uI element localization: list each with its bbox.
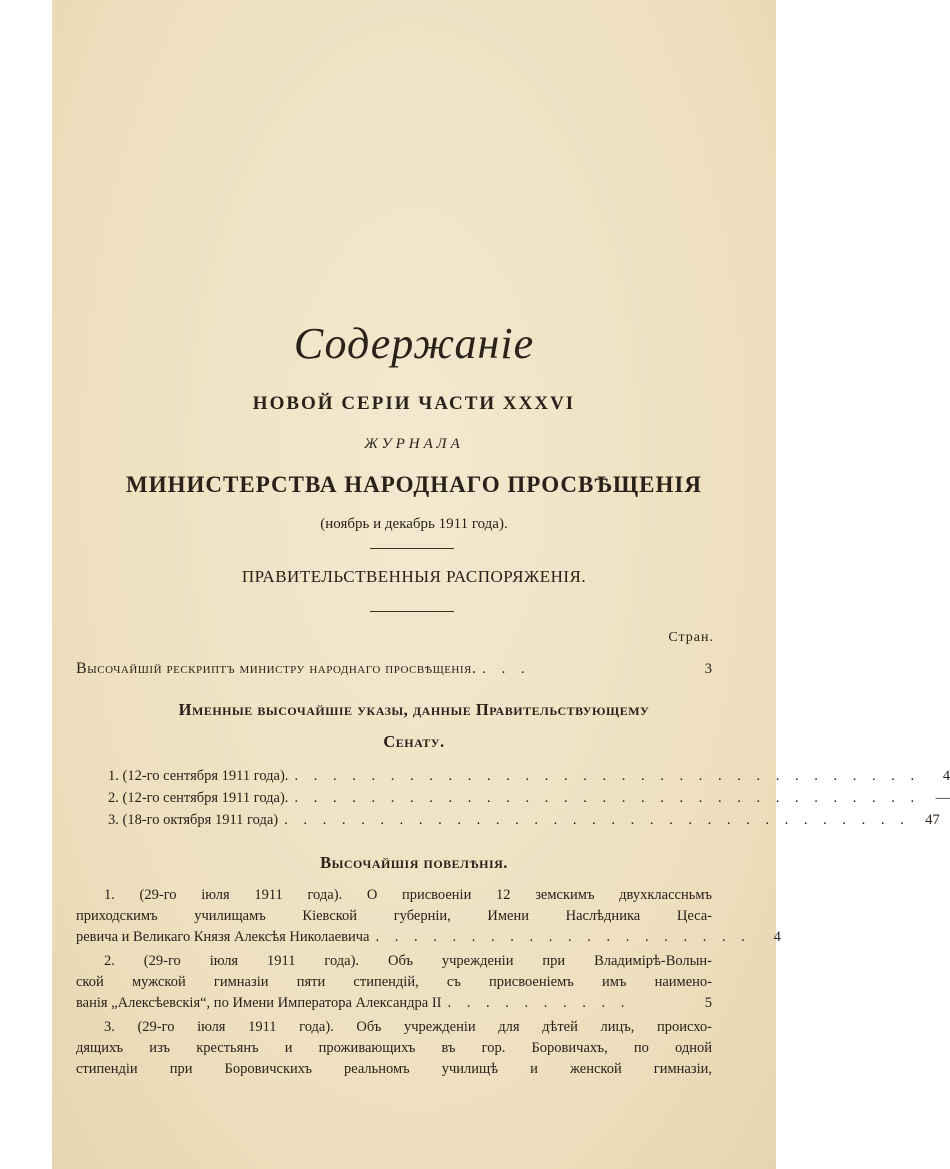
period-label: (ноябрь и декабрь 1911 года). (320, 516, 508, 532)
toc-entry-page: 5 (704, 995, 712, 1011)
section-heading-decrees: Именные высочайшіе указы, данные Правительствующему (178, 700, 650, 719)
toc-entry-page: 4 (773, 929, 781, 945)
toc-entry (108, 768, 950, 785)
page-title: Содержаніе (293, 319, 535, 368)
paragraph-line: ванія „Алексѣевскія“, по Имени Императора Александра II (76, 995, 442, 1011)
toc-entry-text: 2. (12-го сентября 1911 года). (108, 790, 289, 806)
leader-dots: . . . . . . . . . . . . . . . . . . . . . . . . . . . . . . . . . (284, 812, 910, 828)
paragraph-line: дящихъ изъ крестьянъ и проживающихъ въ гор. Боровичахъ, по одной (76, 1040, 712, 1056)
divider-rule (370, 611, 454, 612)
paragraph-line: 1. (29-го іюля 1911 года). О присвоеніи 12 земскимъ двухклассньмъ (104, 887, 712, 903)
leader-dots: . . . (482, 661, 531, 677)
section-title: ПРАВИТЕЛЬСТВЕННЫЯ РАСПОРЯЖЕНІЯ. (241, 567, 587, 586)
paragraph-line: 2. (29-го іюля 1911 года). Объ учрежденіи при Владимірѣ-Волын- (104, 953, 712, 969)
document-page (52, 0, 950, 1169)
toc-entry (108, 812, 940, 829)
paragraph-line: 3. (29-го іюля 1911 года). Объ учрежденіи для дѣтей лицъ, происхо- (104, 1019, 712, 1035)
divider-rule (370, 548, 454, 549)
toc-entry-text: 3. (18-го октября 1911 года) (108, 812, 279, 828)
toc-entry-page: — (935, 790, 950, 806)
paragraph-line: приходскимъ училищамъ Кіевской губерніи, Имени Наслѣдника Цеса- (76, 908, 712, 924)
section-heading-decrees-cont: Сенату. (383, 732, 445, 751)
paragraph-line: ревича и Великаго Князя Алексѣя Николаевича (76, 929, 370, 945)
paragraph-line: ской мужской гимназіи пяти стипендій, съ присвоеніемъ имъ наимено- (76, 974, 712, 990)
toc-entry-text: 1. (12-го сентября 1911 года). (108, 768, 289, 784)
leader-dots: . . . . . . . . . . . . . . . . . . . . . . . . . . . . . . . . . (294, 790, 921, 806)
toc-paragraph (76, 1019, 712, 1082)
toc-entry (108, 790, 950, 807)
toc-entry-page: 47 (925, 812, 940, 828)
toc-entry-page: 4 (942, 768, 950, 784)
ministry-title: МИНИСТЕРСТВА НАРОДНАГО ПРОСВѢЩЕНІЯ (126, 472, 702, 497)
toc-entry-page: 3 (704, 661, 712, 677)
journal-label: ЖУРНАЛА (364, 436, 464, 452)
leader-dots: . . . . . . . . . . . . . . . . . . . . (375, 929, 751, 945)
section-heading-commands: Высочайшія повелѣнія. (320, 853, 508, 872)
series-subtitle: НОВОЙ СЕРІИ ЧАСТИ XXXVI (252, 393, 576, 414)
toc-paragraph (76, 953, 712, 1016)
leader-dots: . . . . . . . . . . (447, 995, 631, 1011)
page-column-label: Стран. (668, 630, 714, 645)
toc-entry-rescript (76, 660, 712, 678)
paragraph-line: стипендіи при Боровичскихъ реальномъ училищѣ и женской гимназіи, (76, 1061, 712, 1077)
leader-dots: . . . . . . . . . . . . . . . . . . . . . . . . . . . . . . . . . (294, 768, 921, 784)
toc-entry-text: Высочайшій рескриптъ министру народнаго просвѣщенія. (76, 660, 477, 677)
toc-paragraph (76, 887, 781, 950)
